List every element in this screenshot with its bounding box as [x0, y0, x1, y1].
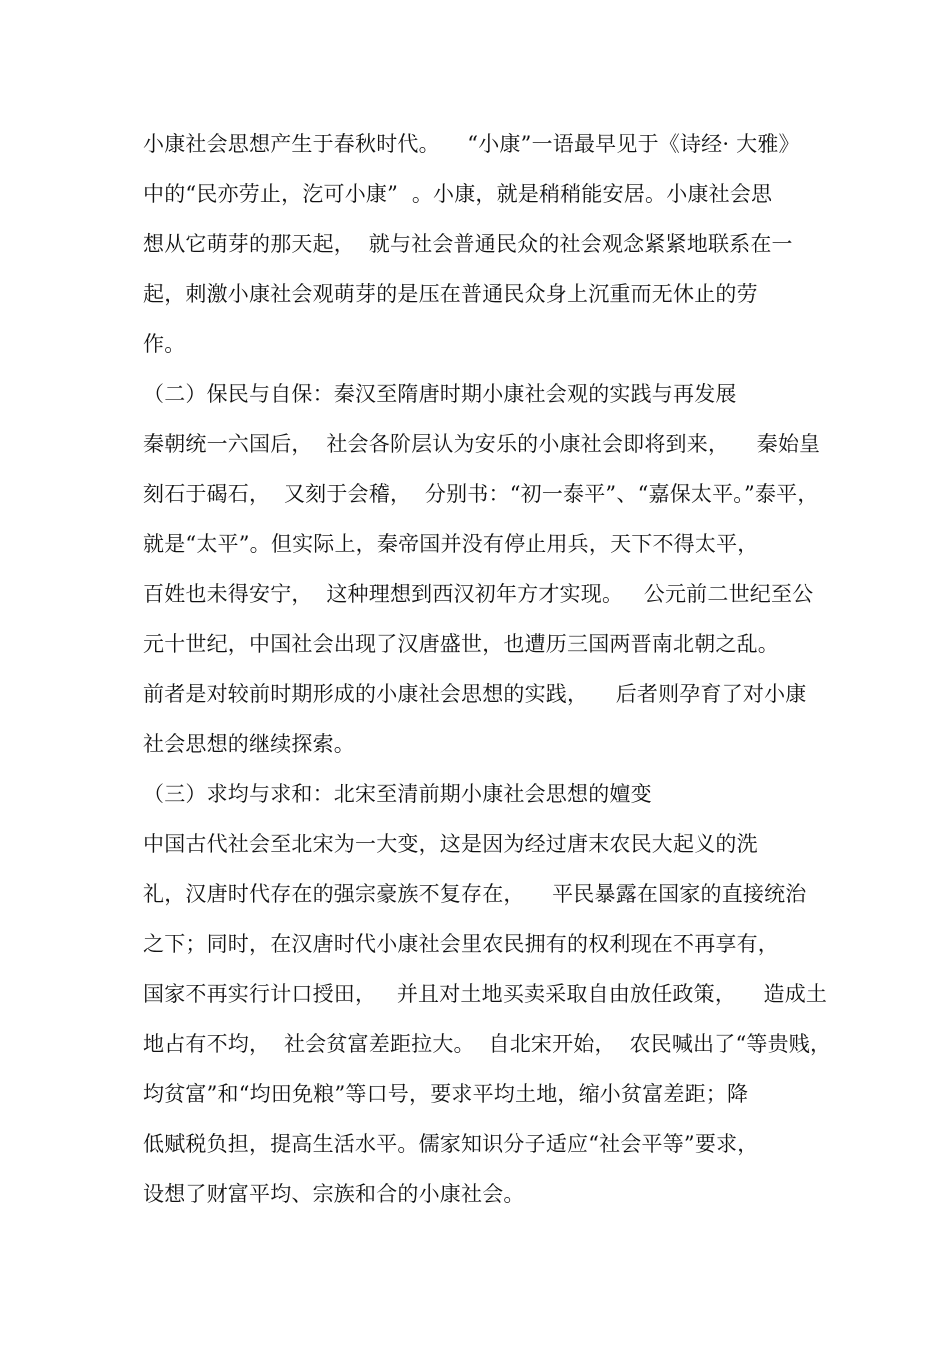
paragraph-line: 元十世纪，中国社会出现了汉唐盛世，也遭历三国两晋南北朝之乱。 [143, 632, 779, 656]
paragraph-line: 起，刺激小康社会观萌芽的是压在普通民众身上沉重而无休止的劳 [143, 282, 758, 306]
paragraph-line: 礼，汉唐时代存在的强宗豪族不复存在， 平民暴露在国家的直接统治 [143, 882, 807, 906]
paragraph-line: 均贫富”和“均田免粮”等口号，要求平均土地，缩小贫富差距；降 [143, 1082, 749, 1106]
paragraph-line: 想从它萌芽的那天起， 就与社会普通民众的社会观念紧紧地联系在一 [143, 232, 793, 256]
paragraph-line: 低赋税负担，提高生活水平。儒家知识分子适应“社会平等”要求， [143, 1132, 759, 1156]
paragraph-line: 地占有不均， 社会贫富差距拉大。 自北宋开始， 农民喊出了“等贵贱， [143, 1032, 832, 1056]
paragraph-line: 作。 [143, 332, 186, 356]
paragraph-line: 中的“民亦劳止，汔可小康” 。小康，就是稍稍能安居。小康社会思 [143, 182, 773, 206]
paragraph-line: 社会思想的继续探索。 [143, 732, 355, 756]
section-heading: （二）保民与自保：秦汉至隋唐时期小康社会观的实践与再发展 [143, 382, 737, 406]
paragraph-line: 就是“太平”。但实际上，秦帝国并没有停止用兵，天下不得太平， [143, 532, 759, 556]
paragraph-line: 前者是对较前时期形成的小康社会思想的实践， 后者则孕育了对小康 [143, 682, 807, 706]
paragraph-line: 国家不再实行计口授田， 并且对土地买卖采取自由放任政策， 造成土 [143, 982, 828, 1006]
paragraph-line: 百姓也未得安宁， 这种理想到西汉初年方才实现。 公元前二世纪至公 [143, 582, 814, 606]
paragraph-line: 设想了财富平均、宗族和合的小康社会。 [143, 1182, 525, 1206]
section-heading: （三）求均与求和：北宋至清前期小康社会思想的嬗变 [143, 782, 652, 806]
paragraph-line: 小康社会思想产生于春秋时代。 “小康”一语最早见于《诗经· 大雅》 [143, 132, 800, 156]
paragraph-line: 秦朝统一六国后， 社会各阶层认为安乐的小康社会即将到来， 秦始皇 [143, 432, 821, 456]
paragraph-line: 之下；同时，在汉唐时代小康社会里农民拥有的权利现在不再享有， [143, 932, 779, 956]
paragraph-line: 刻石于碣石， 又刻于会稽， 分别书：“初一泰平”、“嘉保太平。”泰平， [143, 482, 819, 506]
paragraph-line: 中国古代社会至北宋为一大变，这是因为经过唐末农民大起义的洗 [143, 832, 758, 856]
